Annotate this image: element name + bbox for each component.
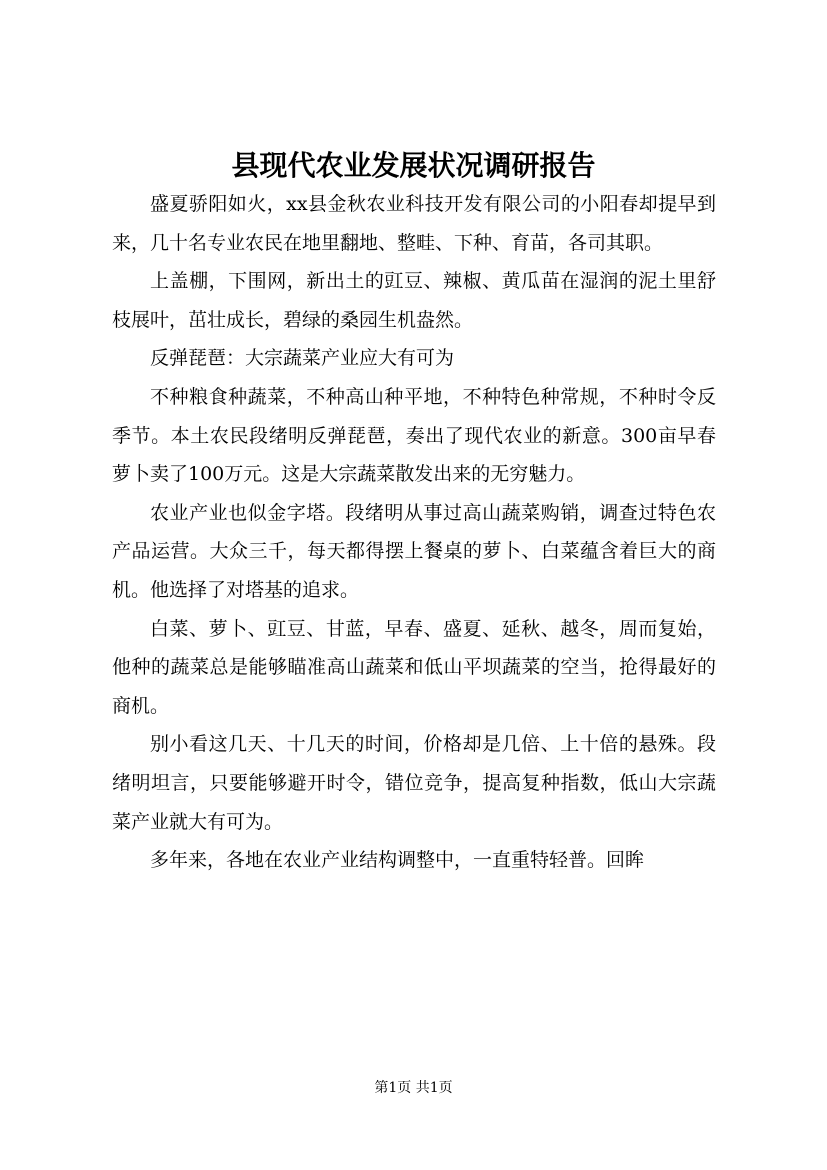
paragraph: 农业产业也似金字塔。段绪明从事过高山蔬菜购销，调查过特色农产品运营。大众三千，每天都得摆上餐桌的萝卜、白菜蕴含着巨大的商机。他选择了对塔基的追求。 [112,501,716,601]
document-body [112,185,716,880]
paragraph: 盛夏骄阳如火，xx县金秋农业科技开发有限公司的小阳春却提早到来，几十名专业农民在地里翻地、整畦、下种、育苗，各司其职。 [112,193,716,254]
section-heading: 反弹琵琶：大宗蔬菜产业应大有可为 [150,347,455,370]
paragraph: 多年来，各地在农业产业结构调整中，一直重特轻普。回眸 [150,849,645,872]
page-footer: 第1页 共1页 [374,1080,453,1096]
paragraph: 不种粮食种蔬菜，不种高山种平地，不种特色种常规，不种时令反季节。本土农民段绪明反弹琵琶，奏出了现代农业的新意。300亩早春萝卜卖了100万元。这是大宗蔬菜散发出来的无穷魅力。 [112,385,716,486]
paragraph: 白菜、萝卜、豇豆、甘蓝，早春、盛夏、延秋、越冬，周而复始，他种的蔬菜总是能够瞄准高山蔬菜和低山平坝蔬菜的空当，抢得最好的商机。 [112,617,716,717]
document-title: 县现代农业发展状况调研报告 [231,149,596,182]
paragraph: 上盖棚，下围网，新出土的豇豆、辣椒、黄瓜苗在湿润的泥土里舒枝展叶，茁壮成长，碧绿的桑园生机盎然。 [112,270,716,331]
paragraph: 别小看这几天、十几天的时间，价格却是几倍、上十倍的悬殊。段绪明坦言，只要能够避开时令，错位竞争，提高复种指数，低山大宗蔬菜产业就大有可为。 [112,733,716,833]
